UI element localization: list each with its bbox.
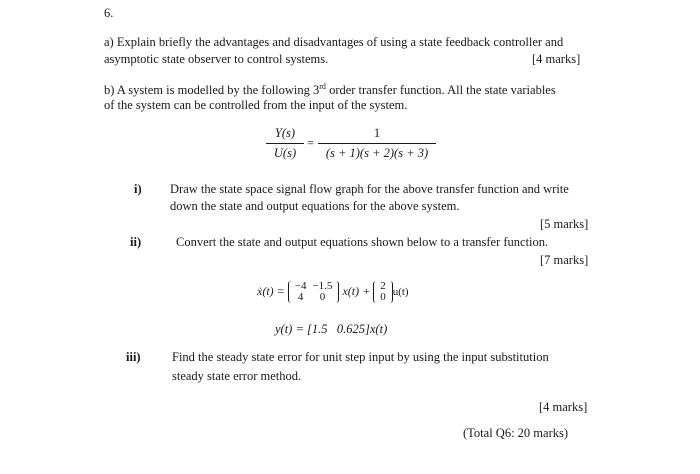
matrix-b-cell: 0 <box>380 291 386 304</box>
part-b-line1-pre: b) A system is modelled by the following 3 <box>104 83 320 98</box>
sub-ii-label: ii) <box>130 235 142 249</box>
matrix-a-cell: −1.5 <box>312 280 333 293</box>
sub-i-marks: [5 marks] <box>540 217 589 231</box>
sub-ii-marks: [7 marks] <box>540 253 589 267</box>
sub-i-line1: Draw the state space signal flow graph for the above transfer function and write <box>170 182 569 196</box>
tf-lhs-fraction <box>266 126 304 161</box>
tf-rhs-denominator: (s + 1)(s + 2)(s + 3) <box>325 146 429 160</box>
question-number: 6. <box>104 6 114 20</box>
output-equation: y(t) = [1.5 0.625]x(t) <box>275 322 388 336</box>
part-b-line2: of the system can be controlled from the input of the system. <box>104 98 408 112</box>
part-b-line1-sup: rd <box>319 82 326 91</box>
matrix-a-cell: −4 <box>294 280 307 293</box>
sub-iii-label: iii) <box>126 350 141 364</box>
matrix-b <box>373 281 393 303</box>
part-b-line1-post: order transfer function. All the state variables <box>325 83 556 98</box>
sub-iii-line1: Find the steady state error for unit step input by using the input substitution <box>172 350 549 364</box>
part-a-marks: [4 marks] <box>532 52 581 66</box>
sub-iii-line2: steady state error method. <box>172 369 302 383</box>
part-b-line1 <box>104 82 556 98</box>
part-a-line1: a) Explain briefly the advantages and disadvantages of using a state feedback controller and <box>104 35 564 49</box>
state-eq-lhs: ẋ(t) = <box>257 284 285 298</box>
matrix-b-cell: 2 <box>380 280 386 293</box>
state-equation <box>257 280 409 303</box>
state-eq-mid: x(t) + <box>342 284 371 298</box>
sub-i-label: i) <box>134 182 142 196</box>
sub-iii-marks: [4 marks] <box>539 400 588 414</box>
matrix-a-cell: 0 <box>319 291 326 304</box>
sub-i-line2: down the state and output equations for the above system. <box>170 199 460 213</box>
tf-rhs-bar <box>318 143 436 144</box>
tf-equals: = <box>307 136 315 150</box>
tf-lhs-numerator: Y(s) <box>274 126 296 140</box>
tf-rhs-fraction <box>318 126 436 161</box>
total-marks: (Total Q6: 20 marks) <box>463 426 569 440</box>
sub-ii-line1: Convert the state and output equations shown below to a transfer function. <box>176 235 549 249</box>
state-eq-tail: u(t) <box>392 286 409 298</box>
tf-lhs-denominator: U(s) <box>273 146 297 160</box>
tf-rhs-numerator: 1 <box>373 126 381 140</box>
matrix-a <box>288 281 340 303</box>
tf-lhs-bar <box>266 143 304 144</box>
matrix-a-cell: 4 <box>297 291 304 304</box>
part-a-line2: asymptotic state observer to control systems. <box>104 52 329 66</box>
